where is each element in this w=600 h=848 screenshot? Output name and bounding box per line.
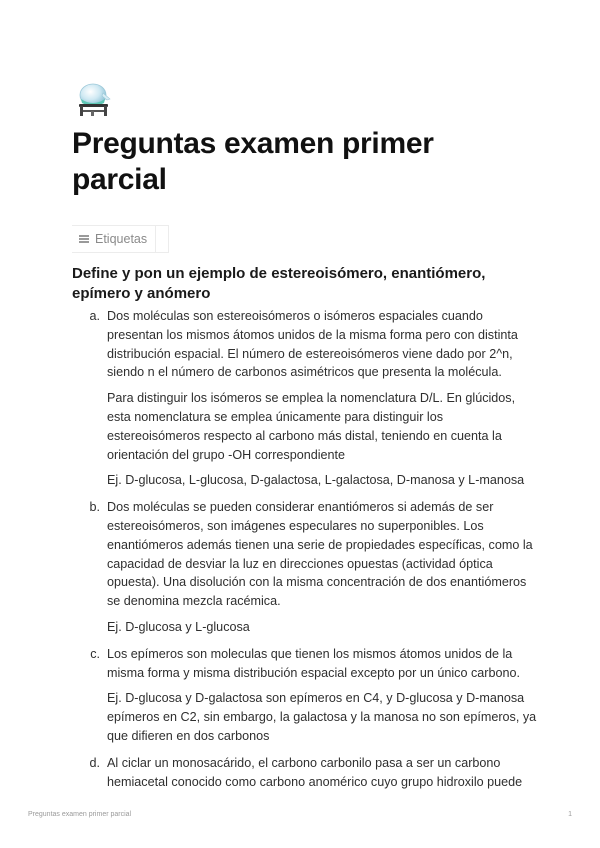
section-heading: Define y pon un ejemplo de estereoisómero, enantiómero, epímero y anómero: [72, 265, 486, 302]
paragraph: Para distinguir los isómeros se emplea la nomenclatura D/L. En glúcidos, esta nomenclatura se emplea únicamente para distinguir los estereoisómeros respecto al carbono más distal, teniendo en cuenta la orientación del grupo -OH correspondiente: [107, 391, 516, 462]
paragraph: Dos moléculas son estereoisómeros o isómeros espaciales cuando presentan los mismos átomos unidos de la misma forma pero con distinta distribución espacial. El número de estereoisómeros viene dado por 2^n, siendo n el número de carbonos asimétricos que presenta la molécula.: [107, 309, 518, 380]
paragraph: Los epímeros son moleculas que tienen los mismos átomos unidos de la misma forma y misma distribución espacial excepto por un único carbono.: [107, 646, 520, 680]
paragraph: Dos moléculas se pueden considerar enantiómeros si además de ser estereoisómeros, son imágenes especulares no superponibles. Los enantiómeros además tienen una serie de propiedades específicas, como la capacidad de desviar la luz en direcciones opuestas (actividad óptica opuesta). Una disolución con la misma concentración de dos enantiómeros se denomina mezcla racémica.: [107, 500, 533, 609]
paragraph: Al ciclar un monosacárido, el carbono carbonilo pasa a ser un carbono hemiacetal conocido como carbono anomérico cuyo grupo hidroxilo puede: [107, 755, 523, 789]
list-item-d: [72, 754, 538, 792]
property-etiquetas[interactable]: [72, 226, 156, 252]
page-title: Preguntas examen primer parcial: [72, 127, 434, 196]
answer-list: [72, 307, 538, 799]
list-item-a: [72, 307, 538, 490]
list-item-c: [72, 645, 538, 746]
list-marker: d.: [89, 755, 100, 770]
list-icon: [79, 234, 89, 244]
list-marker: a.: [89, 309, 100, 323]
page-footer: [28, 811, 572, 818]
list-marker: b.: [89, 500, 100, 515]
footer-title: Preguntas examen primer parcial: [28, 811, 132, 818]
list-item-b: [72, 498, 538, 637]
example-paragraph: Ej. D-glucosa, L-glucosa, D-galactosa, L-galactosa, D-manosa y L-manosa: [107, 473, 525, 488]
example-paragraph: Ej. D-glucosa y D-galactosa son epímeros en C4, y D-glucosa y D-manosa epímeros en C2, sin embargo, la galactosa y la manosa no son epímeros, ya que difieren en dos carbonos: [107, 691, 537, 743]
property-value-etiquetas[interactable]: [156, 226, 168, 252]
property-label: Etiquetas: [95, 232, 148, 246]
properties-row: [72, 225, 169, 253]
page-number: 1: [568, 811, 572, 818]
laboratory-flask-icon: [73, 77, 117, 121]
example-paragraph: Ej. D-glucosa y L-glucosa: [107, 619, 250, 634]
list-marker: c.: [90, 646, 100, 661]
